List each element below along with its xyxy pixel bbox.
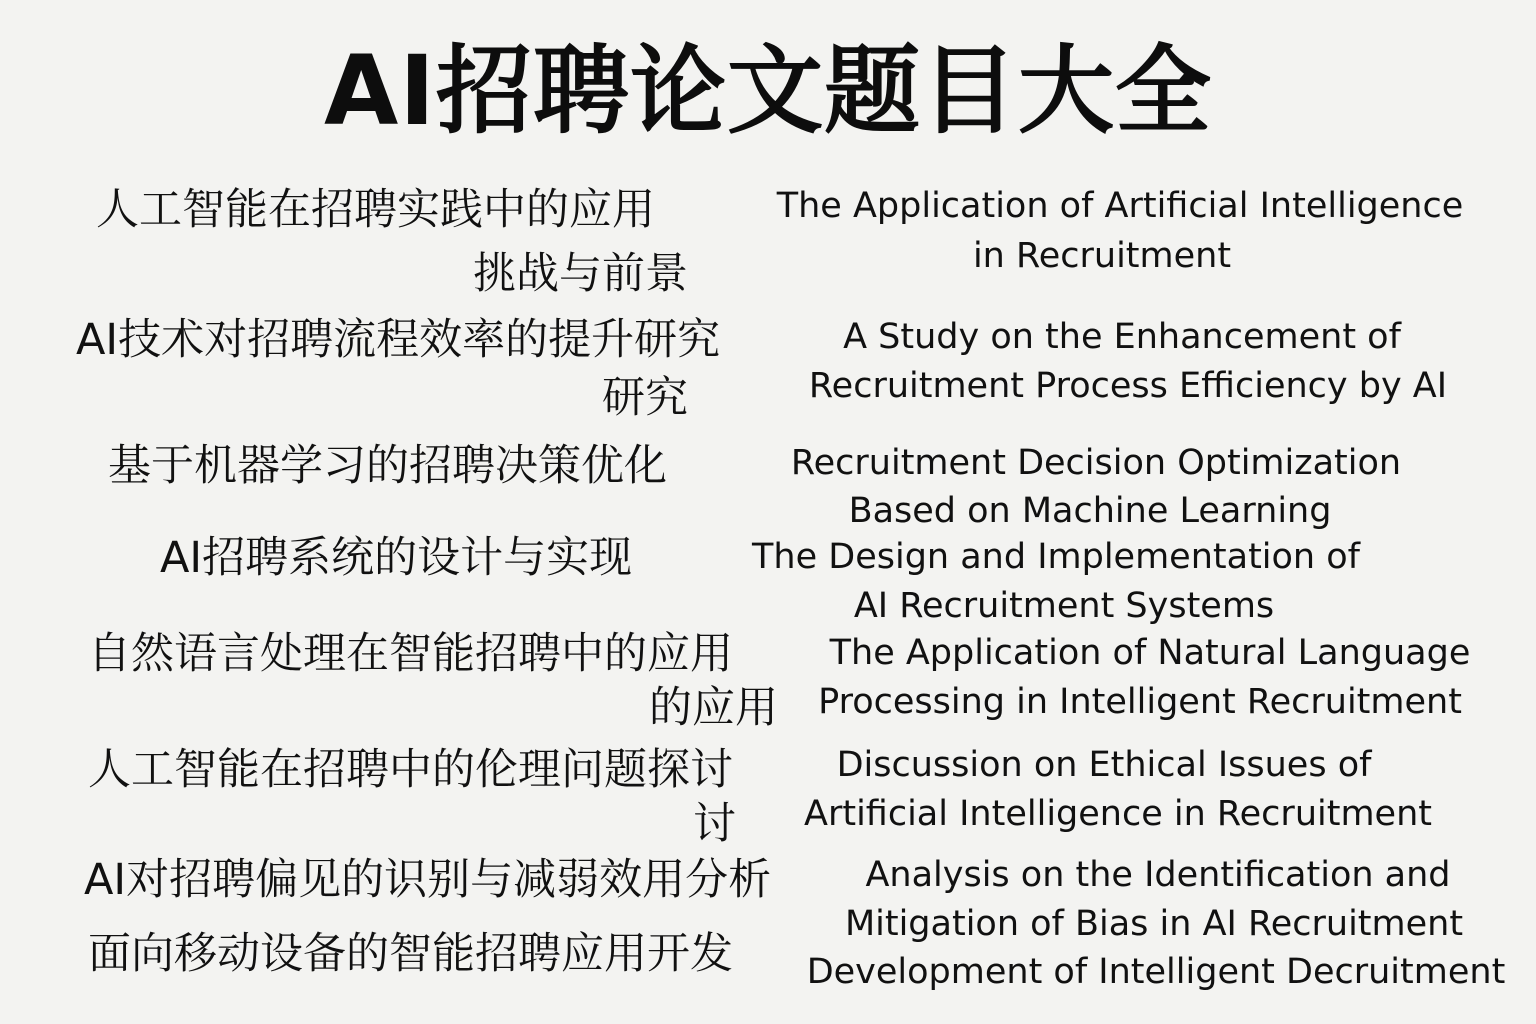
topic-4-cn-line-1: AI招聘系统的设计与实现 <box>160 533 633 583</box>
topic-6-cn-line-1: 人工智能在招聘中的伦理问题探讨 <box>88 745 733 795</box>
topic-7-en-line-1: Analysis on the Identification and <box>865 855 1451 895</box>
topic-7-en-line-2: Mitigation of Bias in AI Recruitment <box>844 904 1464 944</box>
topic-8-en-line-1: Development of Intelligent Decruitment <box>806 952 1506 992</box>
topic-5-cn-line-2: 的应用 <box>649 683 778 733</box>
topic-2-cn-line-1: AI技术对招聘流程效率的提升研究 <box>76 315 721 365</box>
topic-2-en-line-1: A Study on the Enhancement of <box>843 317 1401 357</box>
topic-4-en-line-2: AI Recruitment Systems <box>853 586 1275 626</box>
topic-2-cn-line-2: 研究 <box>602 373 688 423</box>
topic-5-en-line-2: Processing in Intelligent Recruitment <box>818 682 1462 722</box>
topic-3-en-line-1: Recruitment Decision Optimization <box>790 443 1402 483</box>
topic-3-en-line-2: Based on Machine Learning <box>848 491 1332 531</box>
topic-7-cn-line-1: AI对招聘偏见的识别与减弱效用分析 <box>84 855 772 905</box>
topic-4-en-line-1: The Design and Implementation of <box>752 537 1360 577</box>
topic-1-en-line-1: The Application of Artificial Intelligence <box>776 186 1464 226</box>
topic-6-en-line-1: Discussion on Ethical Issues of <box>836 745 1372 785</box>
topic-6-en-line-2: Artificial Intelligence in Recruitment <box>804 794 1432 834</box>
topic-2-en-line-2: Recruitment Process Efficiency by AI <box>808 366 1448 406</box>
topic-8-cn-line-1: 面向移动设备的智能招聘应用开发 <box>88 929 733 979</box>
topic-6-cn-line-2: 讨 <box>693 799 736 849</box>
page-title: AI招聘论文题目大全 <box>323 35 1212 147</box>
topic-3-cn-line-1: 基于机器学习的招聘决策优化 <box>108 441 667 491</box>
topic-5-cn-line-1: 自然语言处理在智能招聘中的应用 <box>88 629 733 679</box>
topic-5-en-line-1: The Application of Natural Language <box>829 633 1471 673</box>
topic-1-cn-line-1: 人工智能在招聘实践中的应用 <box>96 185 655 235</box>
topic-1-cn-line-2: 挑战与前景 <box>473 249 688 299</box>
topic-1-en-line-2: in Recruitment <box>972 236 1232 276</box>
